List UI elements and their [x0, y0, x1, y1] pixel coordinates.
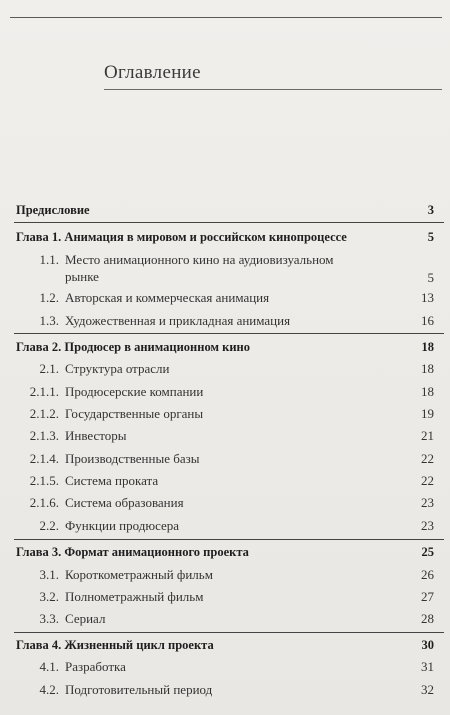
toc-entry-number: 1.1.: [39, 252, 59, 267]
toc-entry-number: 2.2.: [39, 518, 59, 533]
toc-entry-text: Разработка: [65, 659, 126, 674]
toc-entry-page: 22: [421, 451, 434, 466]
toc-entry-label: [29, 361, 170, 377]
toc-entry-label: [29, 659, 126, 675]
toc-entry-label-line2: рынке: [65, 269, 99, 284]
toc-entry-label: [29, 611, 105, 627]
toc-entry-text: Сериал: [65, 611, 106, 626]
toc-entry-text: Система проката: [65, 473, 159, 488]
toc-entry-page: 23: [421, 518, 434, 533]
toc-entry-page: 16: [421, 313, 434, 328]
toc-entry-number: 2.1.5.: [29, 473, 59, 488]
toc-entry-text: Производственные базы: [65, 451, 200, 466]
chapter-rule: [14, 222, 444, 223]
toc-entry-label: Глава 4. Жизненный цикл проекта: [16, 638, 214, 652]
toc-entry-text: Короткометражный фильм: [65, 567, 213, 582]
toc-entry-number: 2.1.2.: [29, 406, 59, 421]
toc-entry-page: 13: [421, 290, 434, 305]
toc-entry-page: 5: [427, 270, 434, 285]
toc-entry-text: Продюсерские компании: [65, 384, 204, 399]
toc-entry-page: 32: [421, 682, 434, 697]
toc-entry-label: [29, 567, 213, 583]
toc-entry-number: 2.1.1.: [29, 384, 59, 399]
chapter-rule: [14, 539, 444, 540]
toc-entry-number: 4.2.: [39, 682, 59, 697]
toc-entry-page: 30: [421, 638, 434, 652]
toc-entry-page: 22: [421, 473, 434, 488]
toc-entry-text: Авторская и коммерческая анимация: [65, 290, 270, 305]
toc-entry-label: [29, 682, 212, 698]
toc-entry-label: [20, 428, 127, 444]
toc-entry-number: 2.1.6.: [29, 495, 59, 510]
toc-entry-page: 31: [421, 659, 434, 674]
toc-entry-label: [29, 251, 334, 285]
toc-entry-number: 1.3.: [39, 313, 59, 328]
toc-entry-page: 3: [427, 203, 434, 217]
toc-entry-label: [20, 406, 203, 422]
toc-entry-label: [20, 384, 203, 400]
toc-entry-page: 18: [421, 361, 434, 376]
toc-entry-label: [29, 290, 269, 306]
toc-entry-number: 3.3.: [39, 611, 59, 626]
toc-entry-number: 3.1.: [39, 567, 59, 582]
page-title: Оглавление: [104, 62, 201, 83]
toc-entry-page: 23: [421, 495, 434, 510]
chapter-rule: [14, 632, 444, 633]
toc-entry-label: [20, 451, 199, 467]
toc-entry-text: Структура отрасли: [65, 361, 170, 376]
toc-entry-text: Подготовительный период: [65, 682, 213, 697]
toc-entry-label: [29, 589, 203, 605]
toc-entry-label-line1: Место анимационного кино на аудиовизуальном: [65, 252, 334, 267]
toc-entry-page: 5: [427, 230, 434, 244]
title-rule: [104, 89, 442, 90]
toc-entry-label: Глава 2. Продюсер в анимационном кино: [16, 340, 250, 354]
toc-entry-text: Функции продюсера: [65, 518, 180, 533]
toc-entry-page: 25: [421, 545, 434, 559]
toc-entry-label: [20, 495, 184, 511]
toc-entry-text: Система образования: [65, 495, 184, 510]
toc-entry-label: [29, 518, 179, 534]
toc-entry-text: Инвесторы: [65, 428, 127, 443]
toc-entry-number: 2.1.3.: [29, 428, 59, 443]
toc-entry-number: 2.1.4.: [29, 451, 59, 466]
top-rule: [10, 17, 442, 18]
toc-entry-number: 2.1.: [39, 361, 59, 376]
toc-entry-page: 18: [421, 340, 434, 354]
toc-entry-label: [29, 313, 290, 329]
toc-entry-text: Государственные органы: [65, 406, 204, 421]
toc-entry-page: 18: [421, 384, 434, 399]
toc-entry-label: Глава 1. Анимация в мировом и российском кинопроцессе: [16, 230, 347, 244]
toc-entry-number: 4.1.: [39, 659, 59, 674]
toc-entry-page: 27: [421, 589, 434, 604]
toc-entry-label: Предисловие: [16, 203, 90, 217]
toc-entry-text: Полнометражный фильм: [65, 589, 204, 604]
toc-entry-page: 21: [421, 428, 434, 443]
toc-entry-number: 3.2.: [39, 589, 59, 604]
toc-entry-text: Художественная и прикладная анимация: [65, 313, 291, 328]
toc-entry-number: 1.2.: [39, 290, 59, 305]
toc-entry-page: 28: [421, 611, 434, 626]
toc-entry-label: Глава 3. Формат анимационного проекта: [16, 545, 249, 559]
chapter-rule: [14, 333, 444, 334]
toc-entry-page: 19: [421, 406, 434, 421]
toc-entry-label: [20, 473, 158, 489]
toc-entry-page: 26: [421, 567, 434, 582]
